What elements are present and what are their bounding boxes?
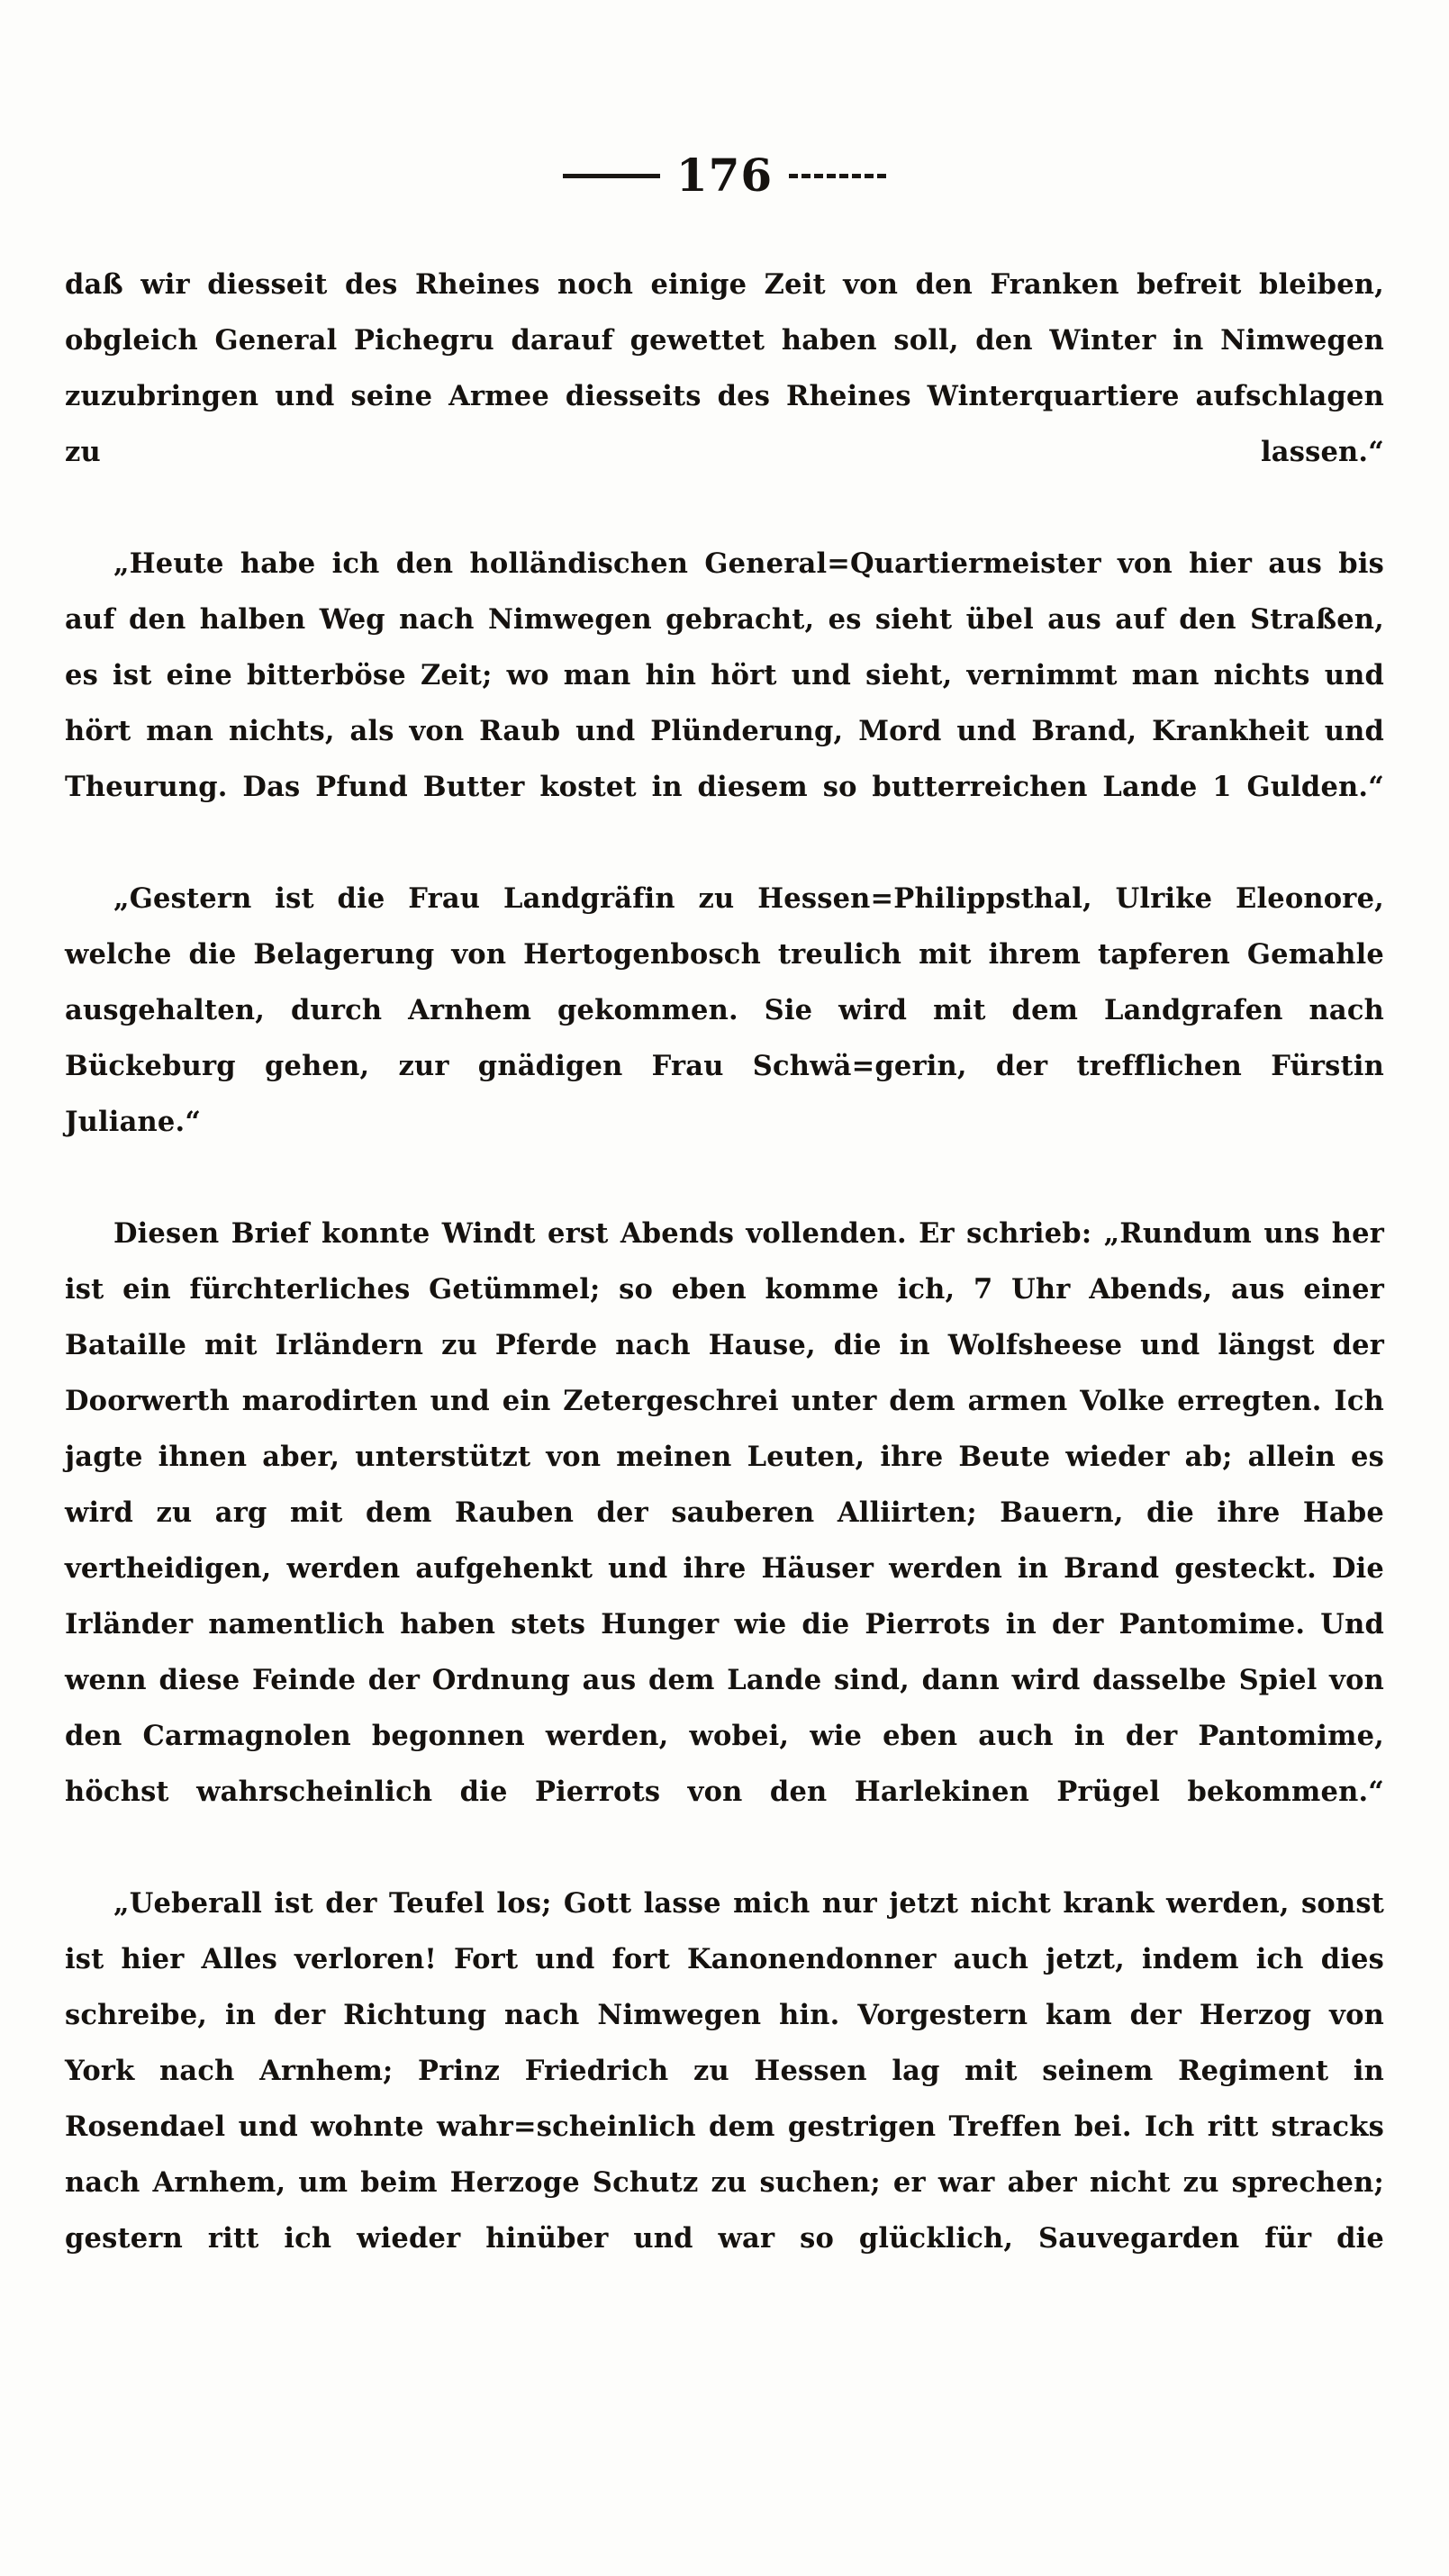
header-rule-right-icon bbox=[789, 174, 886, 178]
page-number: 176 bbox=[675, 149, 774, 202]
paragraph: daß wir diesseit des Rheines noch einige Zeit von den Franken befreit bleiben, obgleich General Pichegru darauf gewettet haben soll, den Winter in Nimwegen zuzubringen und seine Armee diesseits des Rheines Winterquartiere aufschlagen zu lassen.“ bbox=[65, 268, 1384, 468]
text-block bbox=[65, 257, 1384, 2322]
paragraph: „Heute habe ich den holländischen General=Quartiermeister von hier aus bis auf den halben Weg nach Nimwegen gebracht, es sieht übel aus auf den Straßen, es ist eine bitterböse Zeit; wo man hin hört und sieht, vernimmt man nichts und hört man nichts, als von Raub und Plünderung, Mord und Brand, Krankheit und Theurung. Das Pfund Butter kostet in diesem so butterreichen Lande 1 Gulden.“ bbox=[65, 547, 1384, 803]
paragraph: Diesen Brief konnte Windt erst Abends vollenden. Er schrieb: „Rundum uns her ist ein fürchterliches Getümmel; so eben komme ich, 7 Uhr Abends, aus einer Bataille mit Irländern zu Pferde nach Hause, die in Wolfsheese und längst der Doorwerth marodirten und ein Zetergeschrei unter dem armen Volke erregten. Ich jagte ihnen aber, unterstützt von meinen Leuten, ihre Beute wieder ab; allein es wird zu arg mit dem Rauben der sauberen Alliirten; Bauern, die ihre Habe vertheidigen, werden aufgehenkt und ihre Häuser werden in Brand gesteckt. Die Irländer namentlich haben stets Hunger wie die Pierrots in der Pantomime. Und wenn diese Feinde der Ordnung aus dem Lande sind, dann wird dasselbe Spiel von den Carmagnolen begonnen werden, wobei, wie eben auch in der Pantomime, höchst wahrscheinlich die Pierrots von den Harlekinen Prügel bekommen.“ bbox=[65, 1217, 1384, 1808]
page-header bbox=[0, 149, 1449, 202]
paragraph: „Ueberall ist der Teufel los; Gott lasse mich nur jetzt nicht krank werden, sonst ist hier Alles verloren! Fort und fort Kanonendonner auch jetzt, indem ich dies schreibe, in der Richtung nach Nimwegen hin. Vorgestern kam der Herzog von York nach Arnhem; Prinz Friedrich zu Hessen lag mit seinem Regiment in Rosendael und wohnte wahr=scheinlich dem gestrigen Treffen bei. Ich ritt stracks nach Arnhem, um beim Herzoge Schutz zu suchen; er war aber nicht zu sprechen; gestern ritt ich wieder hinüber und war so glücklich, Sauvegarden für die bbox=[65, 1887, 1384, 2255]
header-rule-left-icon bbox=[563, 174, 660, 178]
paragraph: „Gestern ist die Frau Landgräfin zu Hessen=Philippsthal, Ulrike Eleonore, welche die Belagerung von Hertogenbosch treulich mit ihrem tapferen Gemahle ausgehalten, durch Arnhem gekommen. Sie wird mit dem Landgrafen nach Bückeburg gehen, zur gnädigen Frau Schwä=gerin, der trefflichen Fürstin Juliane.“ bbox=[65, 882, 1384, 1138]
